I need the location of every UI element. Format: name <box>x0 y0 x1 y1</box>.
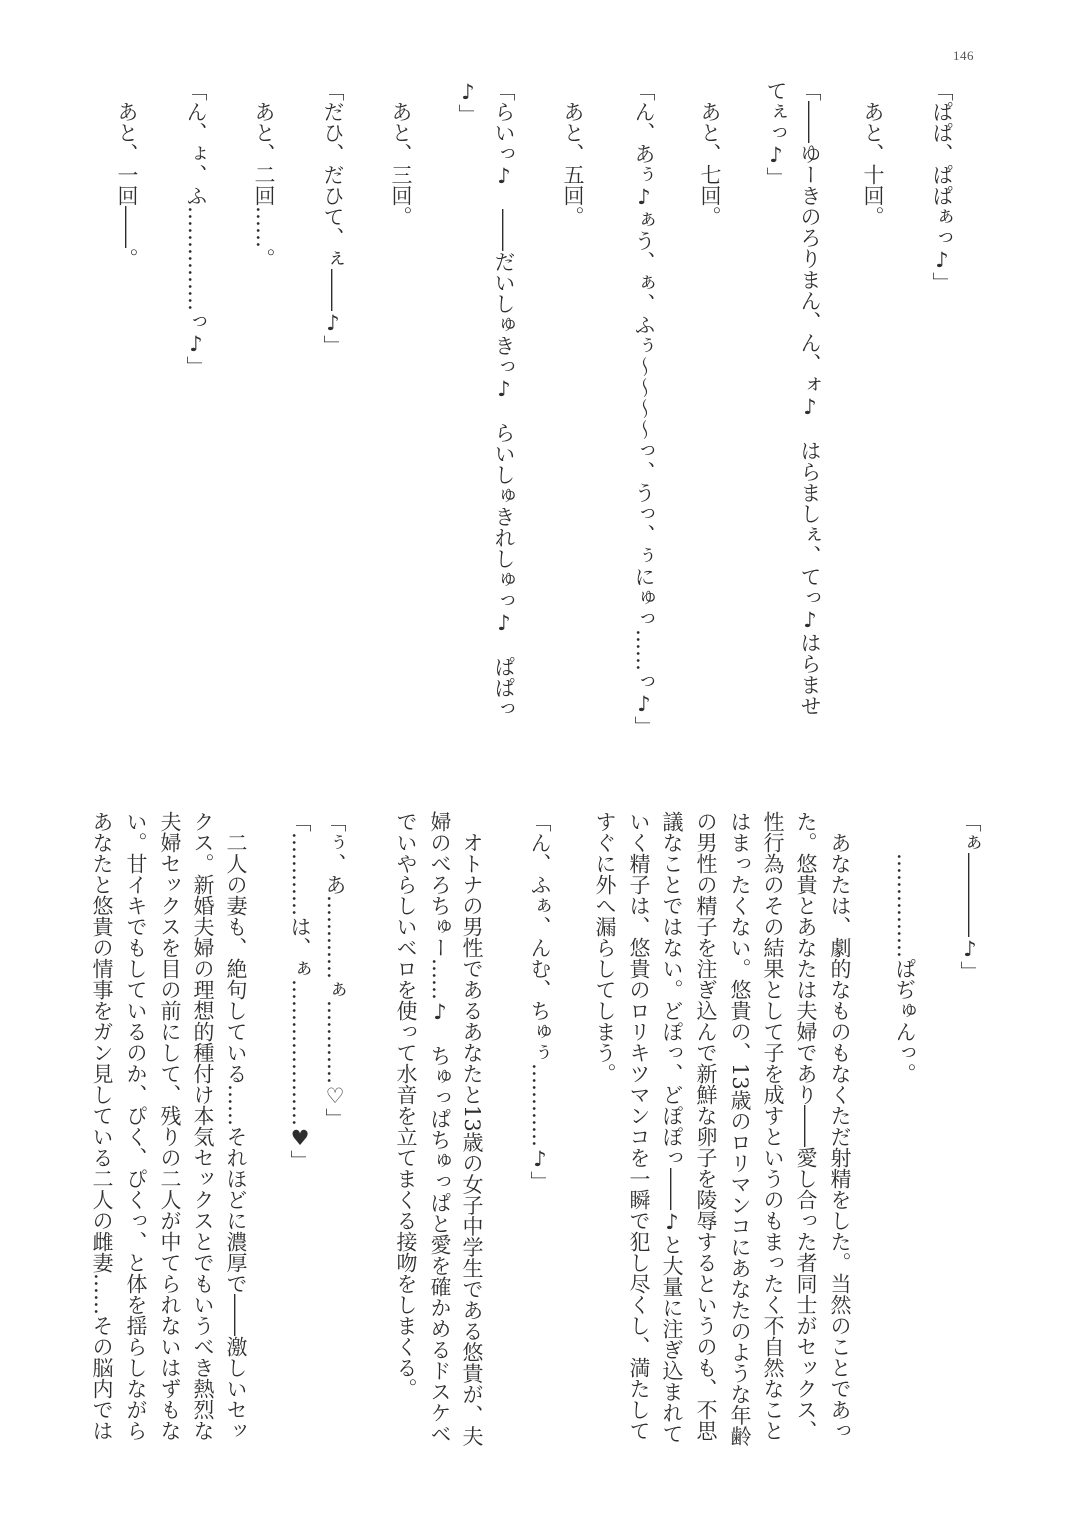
text-column-dialogue: 「ぅ、あ…………ぁ…………♡」 <box>323 811 347 1129</box>
text-column-continuation: た。悠貴とあなたは夫婦であり――愛し合った者同士がセックス、 <box>794 811 818 1441</box>
text-column-narration: あと、五回。 <box>561 101 585 227</box>
text-column-narration: あと、一回――。 <box>115 101 139 269</box>
text-column-dialogue: 「――ゆーきのろりまん、ん、ォ♪ はらましぇ、てっ♪はらませ <box>798 80 822 716</box>
text-column-continuation: 性行為のその結果として子を成すというのもまったく不自然なこと <box>761 811 785 1441</box>
text-column-continuation: 夫婦セックスを目の前にして、残りの二人が中てられないはずもな <box>158 811 182 1441</box>
text-column-narration: 二人の妻も、絶句している……それほどに濃厚で――激しいセッ <box>224 832 248 1441</box>
text-column-continuation: てぇっ♪」 <box>764 80 788 188</box>
text-column-continuation: すぐに外へ漏らしてしまう。 <box>593 811 617 1084</box>
text-column-dialogue: 「ん、ょ、ふ……………っ♪」 <box>184 80 208 377</box>
text-column-continuation: はまったくない。悠貴の、13歳のロリマンコにあなたのような年齢 <box>728 811 752 1447</box>
text-column-continuation: でいやらしいベロを使って水音を立てまくる接吻をしまくる。 <box>394 811 418 1399</box>
text-column-dialogue: 「ぱぱ、ぱぱぁっ♪」 <box>930 80 954 293</box>
text-column-continuation: あなたと悠貴の情事をガン見している二人の雌妻……その脳内では <box>90 811 114 1441</box>
text-column-dialogue: 「ぁ――――♪」 <box>958 811 982 982</box>
text-column-continuation: い。甘イキでもしているのか、ぴく、ぴくっ、と体を揺らしながら <box>124 811 148 1441</box>
text-column-sound: ……………ぱぢゅんっ。 <box>893 853 917 1084</box>
text-column-dialogue: 「ん、ふぁ、んむ、ちゅぅ…………♪」 <box>528 811 552 1192</box>
text-column-continuation: いく精子は、悠貴のロリキツマンコを一瞬で犯し尽くし、満たして <box>627 811 651 1441</box>
text-column-continuation: クス。新婚夫婦の理想的種付け本気セックスとでもいうべき熱烈な <box>191 811 215 1441</box>
text-column-narration: あと、三回。 <box>389 101 413 227</box>
text-column-narration: あと、七回。 <box>698 101 722 227</box>
text-column-narration: オトナの男性であるあなたと13歳の女子中学生である悠貴が、夫 <box>460 832 484 1447</box>
page-number: 146 <box>953 48 974 63</box>
text-column-continuation: ♪」 <box>456 80 480 125</box>
text-column-dialogue: 「だひ、だひて、ぇ――♪」 <box>321 80 345 356</box>
text-column-continuation: 議なことではない。どぽっ、どぽぽっ――♪と大量に注ぎ込まれて <box>660 811 684 1444</box>
text-column-dialogue: 「ん、あぅ♪ぁう、ぁ、ふぅ～～～～っ、うっ、ぅにゅっ……っ♪」 <box>632 80 656 737</box>
text-column-continuation: 婦のべろちゅー……♪ ちゅっぱちゅっぱと愛を確かめるドスケベ <box>428 811 452 1444</box>
text-column-dialogue: 「らいっ♪ ――だいしゅきっ♪ らいしゅきれしゅっ♪ ぱぱっ <box>492 80 516 719</box>
text-column-narration: あなたは、劇的なものもなくただ射精をした。当然のことであっ <box>828 832 852 1441</box>
text-column-continuation: の男性の精子を注ぎ込んで新鮮な卵子を陵辱するというのも、不思 <box>694 811 718 1441</box>
text-column-narration: あと、十回。 <box>861 101 885 227</box>
text-column-dialogue: 「…………は、ぁ…………………♥」 <box>288 811 312 1171</box>
text-column-narration: あと、二回……。 <box>252 101 276 269</box>
